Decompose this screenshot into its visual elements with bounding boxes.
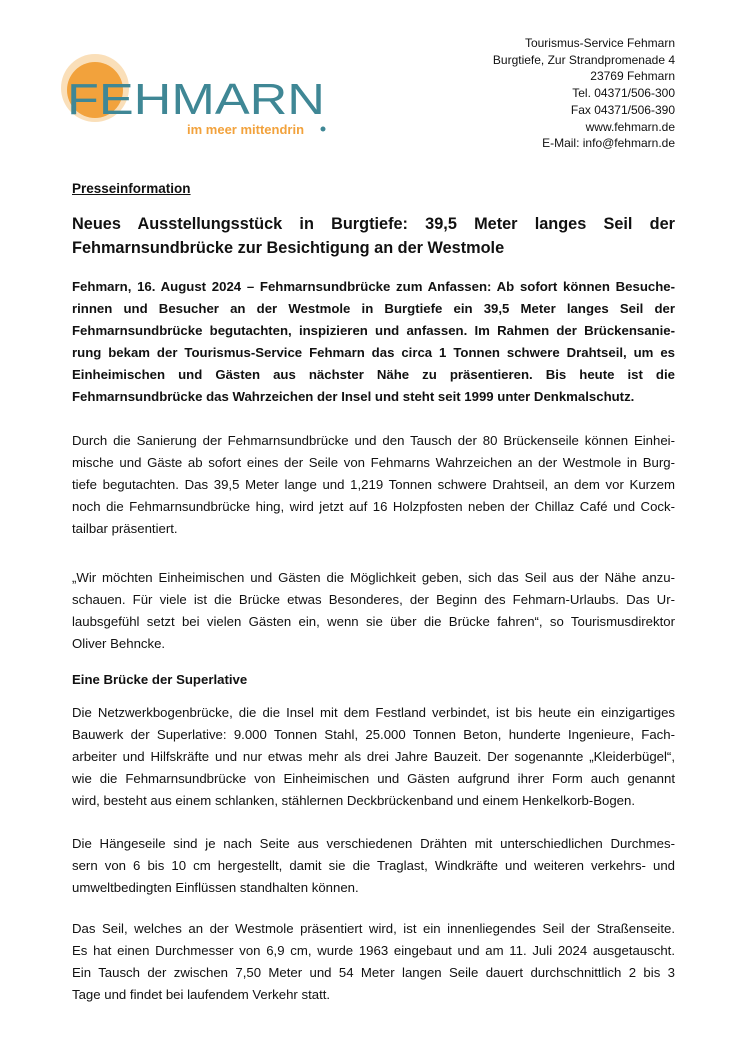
text-line: rung bekam der Tourismus-Service Fehmarn das circa 1 Tonnen schwere Drahtseil, um es [72, 345, 675, 360]
fax: Fax 04371/506-390 [570, 102, 675, 117]
svg-text:im meer mittendrin: im meer mittendrin [187, 122, 305, 137]
text-line: Die Netzwerkbogenbrücke, die die Insel mit dem Festland verbindet, ist bis heute ein einzigartiges [72, 705, 675, 720]
address-block [493, 35, 675, 152]
title-line: Fehmarnsundbrücke zur Besichtigung an der Westmole [72, 239, 505, 257]
text-line: Einheimischen und Gästen aus nächster Nähe zu präsentieren. Bis heute ist die [72, 367, 675, 382]
email-link[interactable]: E-Mail: info@fehmarn.de [542, 136, 675, 151]
text-line: Das Seil, welches an der Westmole präsentiert wird, ist ein innenliegendes Seil der Straßenseite. [72, 921, 675, 936]
text-line: Tage und findet bei laufendem Verkehr statt. [72, 987, 331, 1002]
website-link[interactable]: www.fehmarn.de [585, 119, 675, 134]
text-line: wird, besteht aus einem schlanken, stählernen Deckbrückenband und einem Henkelkorb-Bogen. [72, 793, 635, 808]
text-line: Fehmarn, 16. August 2024 – Fehmarnsundbrücke zum Anfassen: Ab sofort können Besuche- [72, 279, 675, 294]
text-line: mische und Gäste ab sofort eines der Seile von Fehmarns Wahrzeichen an der Westmole in Burg- [72, 455, 675, 470]
street: Burgtiefe, Zur Strandpromenade 4 [492, 52, 675, 67]
page-title [72, 212, 675, 260]
org-name: Tourismus-Service Fehmarn [524, 36, 675, 50]
phone: Tel. 04371/506-300 [572, 86, 675, 101]
body-paragraph [72, 918, 675, 1006]
intro-paragraph [72, 276, 675, 408]
text-line: Die Hängeseile sind je nach Seite aus verschiedenen Drähten mit unterschiedlichen Durchmes- [72, 836, 675, 851]
text-line: tiefe begutachten. Das 39,5 Meter lange und 1,219 Tonnen schwere Drahtseil, an dem vor Kurzem [72, 477, 675, 492]
text-line: Fehmarnsundbrücke begutachten, inspizieren und anfassen. Im Rahmen der Brückensanie- [72, 323, 675, 338]
text-line: „Wir möchten Einheimischen und Gästen die Möglichkeit geben, sich das Seil aus der Nähe anzu- [72, 570, 675, 585]
body-paragraph [72, 833, 675, 899]
text-line: sern von 6 bis 10 cm hergestellt, damit sie die Traglast, Windkräfte und weiteren verkehrs- und [72, 858, 675, 873]
text-line: laubsgefühl setzt bei vielen Gästen ein, wenn sie über die Brücke fahren“, so Tourismusdirektor [72, 614, 675, 629]
text-line: schauen. Für viele ist die Brücke etwas Besonderes, der Beginn des Fehmarn-Urlaubs. Das Ur- [72, 592, 675, 607]
fehmarn-logo [55, 52, 345, 142]
text-line: Bauwerk der Superlative: 9.000 Tonnen Stahl, 25.000 Tonnen Beton, hunderte Ingenieure, Fach- [72, 727, 675, 742]
text-line: noch die Fehmarnsundbrücke hing, wird jetzt auf 16 Holzpfosten neben der Chillaz Café und Cock- [72, 499, 675, 514]
text-line: arbeiter und Hilfskräfte und nur etwas mehr als drei Jahre Bauzeit. Der sogenannte „Kleiderbügel“, [72, 749, 675, 764]
text-line: Durch die Sanierung der Fehmarnsundbrücke und den Tausch der 80 Brückenseile können Einhei- [72, 433, 675, 448]
text-line: tailbar präsentiert. [72, 521, 178, 536]
text-line: rinnen und Besucher an der Westmole in Burgtiefe ein 39,5 Meter langes Seil der [72, 301, 675, 316]
text-line: Es hat einen Durchmesser von 6,9 cm, wurde 1963 eingebaut und am 11. Juli 2024 ausgetauscht. [72, 943, 675, 958]
text-line: wie die Fehmarnsundbrücke von Einheimischen und Gästen aufgrund ihrer Form auch genannt [72, 771, 675, 786]
text-line: umweltbedingten Einflüssen standhalten können. [72, 880, 359, 895]
body-paragraph [72, 702, 675, 812]
text-line: Fehmarnsundbrücke das Wahrzeichen der Insel und steht seit 1999 unter Denkmalschutz. [72, 389, 635, 404]
document-label: Presseinformation [72, 181, 191, 196]
body-paragraph [72, 430, 675, 540]
svg-text:FEHMARN: FEHMARN [67, 75, 325, 124]
city: 23769 Fehmarn [590, 69, 675, 84]
text-line: Oliver Behncke. [72, 636, 166, 651]
quote-paragraph [72, 567, 675, 655]
section-heading: Eine Brücke der Superlative [72, 672, 248, 687]
title-line: Neues Ausstellungsstück in Burgtiefe: 39,5 Meter langes Seil der [72, 215, 675, 233]
text-line: Ein Tausch der zwischen 7,50 Meter und 54 Meter langen Seile dauert durchschnittlich 2 bis 3 [72, 965, 675, 980]
